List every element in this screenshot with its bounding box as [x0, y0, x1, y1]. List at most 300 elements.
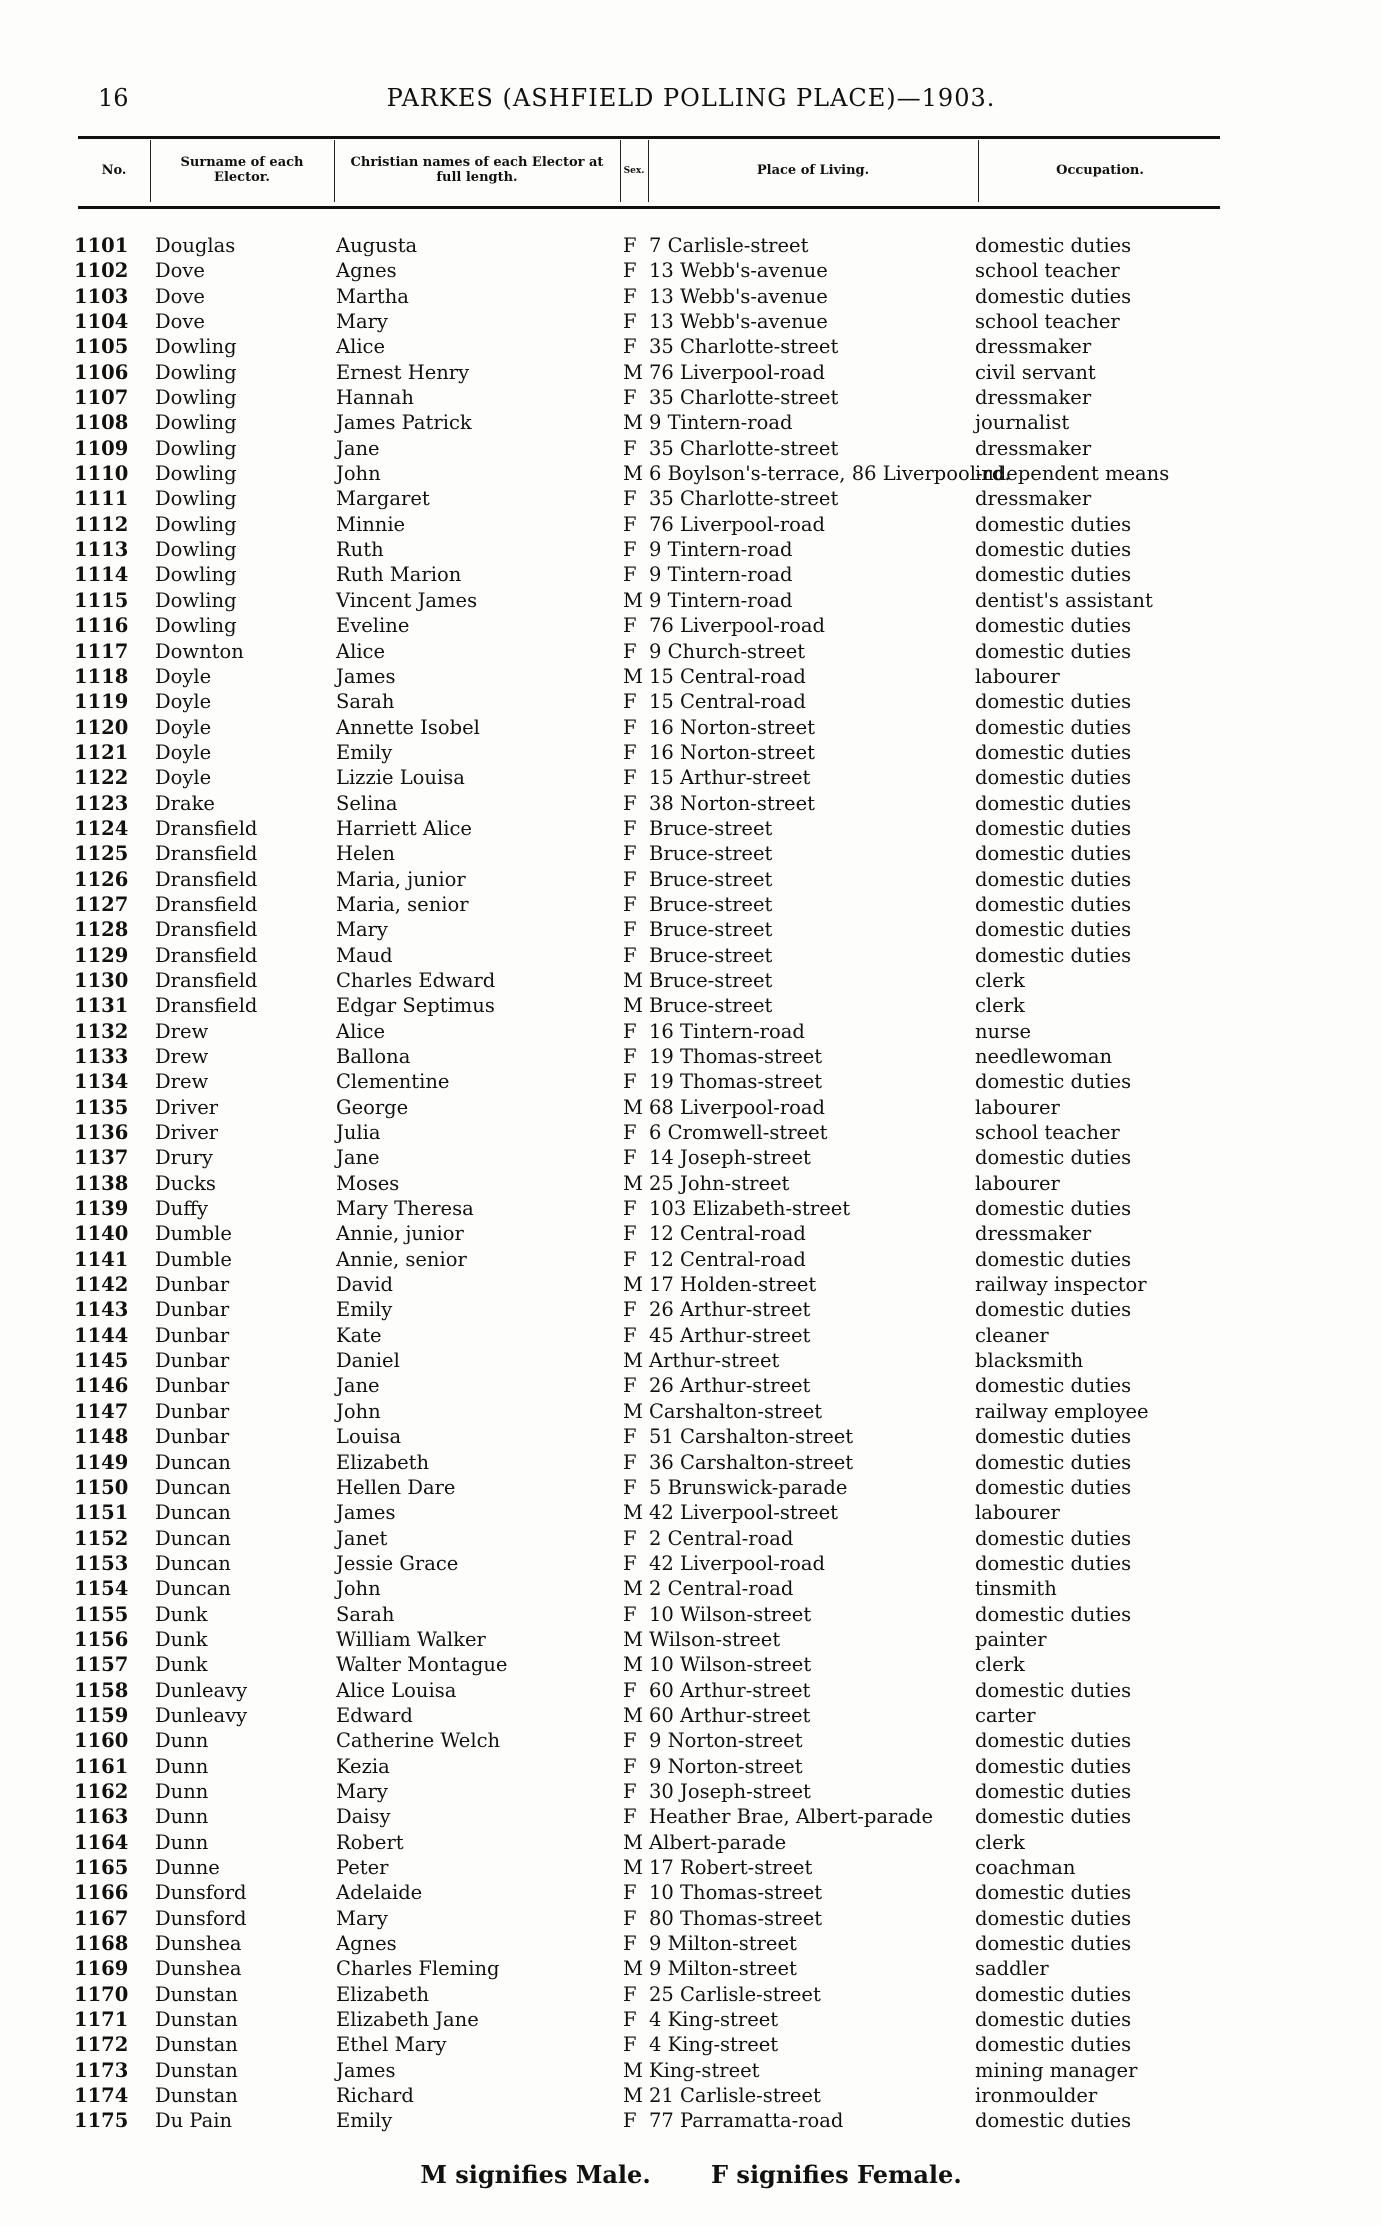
elector-christian-names: Emily	[336, 740, 393, 764]
elector-occupation: domestic duties	[975, 816, 1132, 840]
elector-occupation: domestic duties	[975, 1602, 1132, 1626]
elector-sex: F	[623, 2008, 637, 2032]
elector-number: 1122	[74, 766, 129, 790]
elector-number: 1131	[74, 994, 129, 1018]
column-header-place: Place of Living.	[756, 162, 870, 178]
elector-surname: Dowling	[155, 512, 237, 536]
elector-number: 1130	[74, 968, 129, 992]
elector-place-of-living: 4 King-street	[649, 2033, 779, 2057]
column-header-christian: Christian names of each Elector at full length.	[350, 155, 604, 185]
table-row	[0, 1855, 1382, 1880]
elector-christian-names: Elizabeth	[336, 1450, 430, 1474]
elector-christian-names: Agnes	[336, 259, 397, 283]
elector-christian-names: James	[336, 1501, 396, 1525]
elector-surname: Dunn	[155, 1754, 209, 1778]
elector-surname: Dunshea	[155, 1932, 242, 1956]
elector-christian-names: Catherine Welch	[336, 1729, 501, 1753]
elector-place-of-living: 36 Carshalton-street	[649, 1450, 854, 1474]
elector-place-of-living: 15 Central-road	[649, 690, 806, 714]
page-number: 16	[98, 84, 129, 112]
elector-surname: Duncan	[155, 1450, 231, 1474]
elector-occupation: needlewoman	[975, 1045, 1113, 1068]
elector-sex: M	[623, 462, 643, 486]
table-row	[0, 436, 1382, 461]
table-row	[0, 486, 1382, 511]
elector-sex: F	[623, 1805, 637, 1829]
elector-surname: Dowling	[155, 360, 237, 384]
elector-number: 1144	[74, 1323, 129, 1347]
elector-place-of-living: 25 John-street	[649, 1171, 790, 1195]
elector-sex: F	[623, 1197, 637, 1221]
elector-place-of-living: 103 Elizabeth-street	[649, 1197, 851, 1221]
elector-place-of-living: Arthur-street	[649, 1349, 780, 1373]
table-row	[0, 1450, 1382, 1475]
elector-christian-names: Jane	[336, 436, 380, 460]
elector-surname: Dransfield	[155, 842, 258, 866]
table-row	[0, 1956, 1382, 1981]
elector-number: 1172	[74, 2033, 129, 2057]
table-row	[0, 1880, 1382, 1905]
elector-christian-names: George	[336, 1095, 409, 1119]
table-row	[0, 1399, 1382, 1424]
elector-sex: M	[623, 1577, 643, 1601]
elector-occupation: domestic duties	[975, 1526, 1132, 1550]
elector-surname: Dransfield	[155, 816, 258, 840]
elector-place-of-living: 2 Central-road	[649, 1577, 794, 1601]
elector-number: 1125	[74, 842, 129, 866]
elector-number: 1173	[74, 2058, 129, 2082]
elector-place-of-living: 7 Carlisle-street	[649, 234, 809, 257]
elector-surname: Dowling	[155, 436, 237, 460]
elector-christian-names: John	[336, 1577, 381, 1601]
elector-place-of-living: 6 Cromwell-street	[649, 1121, 828, 1145]
elector-christian-names: Ernest Henry	[336, 360, 470, 384]
elector-occupation: journalist	[975, 411, 1070, 435]
elector-sex: F	[623, 284, 637, 308]
elector-surname: Dransfield	[155, 968, 258, 992]
table-row	[0, 664, 1382, 689]
table-row	[0, 1754, 1382, 1779]
elector-surname: Dunn	[155, 1779, 209, 1803]
elector-occupation: labourer	[975, 1095, 1060, 1119]
legend-male: M signifies Male.	[420, 2160, 651, 2189]
elector-occupation: domestic duties	[975, 1881, 1132, 1905]
elector-surname: Dunstan	[155, 2033, 238, 2057]
elector-occupation: painter	[975, 1627, 1047, 1651]
elector-surname: Drew	[155, 1045, 209, 1068]
elector-place-of-living: Bruce-street	[649, 816, 773, 840]
elector-occupation: school teacher	[975, 259, 1120, 283]
elector-christian-names: Lizzie Louisa	[336, 766, 465, 790]
elector-place-of-living: 9 Church-street	[649, 639, 806, 663]
elector-number: 1170	[74, 1982, 129, 2006]
table-row	[0, 309, 1382, 334]
elector-occupation: domestic duties	[975, 2109, 1132, 2133]
column-header-no: No.	[101, 162, 127, 178]
elector-occupation: railway employee	[975, 1399, 1149, 1423]
elector-surname: Doyle	[155, 664, 212, 688]
elector-number: 1113	[74, 538, 129, 562]
elector-sex: F	[623, 867, 637, 891]
table-row	[0, 360, 1382, 385]
elector-place-of-living: 17 Holden-street	[649, 1273, 817, 1297]
elector-surname: Dowling	[155, 462, 237, 486]
elector-occupation: domestic duties	[975, 892, 1132, 916]
elector-sex: F	[623, 2109, 637, 2133]
elector-sex: F	[623, 234, 637, 257]
elector-place-of-living: 13 Webb's-avenue	[649, 310, 828, 334]
table-row	[0, 512, 1382, 537]
elector-place-of-living: 9 Milton-street	[649, 1957, 797, 1981]
elector-surname: Dowling	[155, 411, 237, 435]
elector-sex: M	[623, 1095, 643, 1119]
elector-christian-names: Ruth Marion	[336, 563, 462, 587]
table-row	[0, 917, 1382, 942]
table-row	[0, 1678, 1382, 1703]
elector-number: 1124	[74, 816, 129, 840]
elector-christian-names: Maria, junior	[336, 867, 466, 891]
elector-occupation: independent means	[975, 462, 1170, 486]
elector-surname: Dove	[155, 310, 205, 334]
elector-surname: Drury	[155, 1146, 213, 1170]
elector-sex: F	[623, 563, 637, 587]
elector-sex: F	[623, 1475, 637, 1499]
column-header-occupation: Occupation.	[1056, 162, 1144, 178]
elector-sex: F	[623, 1450, 637, 1474]
elector-christian-names: Charles Edward	[336, 968, 496, 992]
elector-christian-names: John	[336, 462, 381, 486]
elector-place-of-living: 35 Charlotte-street	[649, 487, 839, 511]
elector-surname: Dunstan	[155, 2008, 238, 2032]
elector-sex: F	[623, 918, 637, 942]
elector-occupation: carter	[975, 1703, 1036, 1727]
elector-surname: Ducks	[155, 1171, 216, 1195]
elector-surname: Dove	[155, 284, 205, 308]
table-row	[0, 410, 1382, 435]
elector-number: 1146	[74, 1374, 129, 1398]
elector-sex: F	[623, 1906, 637, 1930]
elector-place-of-living: 19 Thomas-street	[649, 1070, 823, 1094]
table-row	[0, 1500, 1382, 1525]
elector-occupation: domestic duties	[975, 766, 1132, 790]
elector-occupation: ironmoulder	[975, 2084, 1098, 2108]
table-row	[0, 233, 1382, 258]
table-row	[0, 841, 1382, 866]
elector-place-of-living: 6 Boylson's-terrace, 86 Liverpool-rd.	[649, 462, 1011, 486]
elector-christian-names: Elizabeth Jane	[336, 2008, 479, 2032]
elector-christian-names: Edgar Septimus	[336, 994, 495, 1018]
elector-occupation: clerk	[975, 1653, 1025, 1677]
elector-surname: Dowling	[155, 487, 237, 511]
elector-surname: Dunsford	[155, 1906, 247, 1930]
elector-number: 1157	[74, 1653, 129, 1677]
elector-surname: Dunsford	[155, 1881, 247, 1905]
elector-place-of-living: 15 Arthur-street	[649, 766, 811, 790]
elector-surname: Dransfield	[155, 892, 258, 916]
elector-place-of-living: 42 Liverpool-street	[649, 1501, 838, 1525]
table-row	[0, 765, 1382, 790]
elector-sex: F	[623, 1602, 637, 1626]
elector-number: 1109	[74, 436, 129, 460]
elector-place-of-living: 9 Tintern-road	[649, 411, 793, 435]
elector-number: 1121	[74, 740, 129, 764]
elector-christian-names: Robert	[336, 1830, 404, 1854]
table-row	[0, 2032, 1382, 2057]
table-row	[0, 1196, 1382, 1221]
elector-surname: Duncan	[155, 1577, 231, 1601]
elector-sex: F	[623, 1247, 637, 1271]
table-row	[0, 1931, 1382, 1956]
elector-occupation: domestic duties	[975, 2033, 1132, 2057]
elector-sex: M	[623, 411, 643, 435]
elector-christian-names: Louisa	[336, 1425, 402, 1449]
elector-surname: Dunbar	[155, 1273, 230, 1297]
table-row	[0, 1830, 1382, 1855]
elector-place-of-living: 25 Carlisle-street	[649, 1982, 821, 2006]
elector-occupation: domestic duties	[975, 563, 1132, 587]
elector-place-of-living: 21 Carlisle-street	[649, 2084, 821, 2108]
elector-christian-names: Mary	[336, 1906, 388, 1930]
elector-number: 1110	[74, 462, 129, 486]
elector-number: 1171	[74, 2008, 129, 2032]
elector-surname: Dunbar	[155, 1425, 230, 1449]
table-row	[0, 1652, 1382, 1677]
table-row	[0, 1779, 1382, 1804]
header-rule-bottom	[78, 206, 1220, 209]
elector-sex: F	[623, 639, 637, 663]
elector-number: 1160	[74, 1729, 129, 1753]
elector-surname: Doyle	[155, 740, 212, 764]
elector-sex: F	[623, 614, 637, 638]
table-row	[0, 2083, 1382, 2108]
table-row	[0, 1323, 1382, 1348]
elector-sex: M	[623, 994, 643, 1018]
elector-occupation: domestic duties	[975, 791, 1132, 815]
elector-christian-names: Sarah	[336, 1602, 395, 1626]
elector-sex: M	[623, 1830, 643, 1854]
elector-place-of-living: 77 Parramatta-road	[649, 2109, 844, 2133]
elector-christian-names: Mary	[336, 310, 388, 334]
elector-place-of-living: 9 Tintern-road	[649, 563, 793, 587]
elector-surname: Dove	[155, 259, 205, 283]
elector-place-of-living: 10 Wilson-street	[649, 1653, 812, 1677]
elector-number: 1145	[74, 1349, 129, 1373]
elector-number: 1169	[74, 1957, 129, 1981]
elector-christian-names: Peter	[336, 1856, 389, 1879]
elector-sex: M	[623, 1349, 643, 1373]
elector-place-of-living: 60 Arthur-street	[649, 1678, 811, 1702]
elector-number: 1105	[74, 335, 129, 359]
elector-number: 1165	[74, 1856, 129, 1879]
elector-christian-names: Daniel	[336, 1349, 400, 1373]
elector-number: 1128	[74, 918, 129, 942]
elector-place-of-living: 2 Central-road	[649, 1526, 794, 1550]
elector-sex: F	[623, 1729, 637, 1753]
elector-sex: F	[623, 892, 637, 916]
elector-occupation: dressmaker	[975, 487, 1092, 511]
elector-occupation: domestic duties	[975, 1729, 1132, 1753]
elector-surname: Downton	[155, 639, 244, 663]
elector-sex: F	[623, 816, 637, 840]
elector-place-of-living: 9 Norton-street	[649, 1754, 803, 1778]
elector-number: 1133	[74, 1045, 129, 1068]
elector-number: 1132	[74, 1019, 129, 1043]
elector-number: 1155	[74, 1602, 129, 1626]
elector-number: 1142	[74, 1273, 129, 1297]
elector-place-of-living: Bruce-street	[649, 867, 773, 891]
elector-christian-names: Janet	[336, 1526, 388, 1550]
elector-occupation: domestic duties	[975, 1247, 1132, 1271]
column-divider	[150, 140, 151, 202]
elector-number: 1164	[74, 1830, 129, 1854]
elector-place-of-living: 19 Thomas-street	[649, 1045, 823, 1068]
elector-sex: F	[623, 1881, 637, 1905]
elector-number: 1154	[74, 1577, 129, 1601]
elector-occupation: domestic duties	[975, 740, 1132, 764]
elector-surname: Dunbar	[155, 1349, 230, 1373]
elector-place-of-living: 5 Brunswick-parade	[649, 1475, 848, 1499]
elector-sex: F	[623, 1982, 637, 2006]
elector-occupation: domestic duties	[975, 1374, 1132, 1398]
table-row	[0, 2007, 1382, 2032]
table-row	[0, 1069, 1382, 1094]
elector-christian-names: Agnes	[336, 1932, 397, 1956]
elector-place-of-living: 4 King-street	[649, 2008, 779, 2032]
elector-surname: Dunbar	[155, 1399, 230, 1423]
elector-place-of-living: Bruce-street	[649, 892, 773, 916]
column-divider	[620, 140, 621, 202]
elector-christian-names: Ethel Mary	[336, 2033, 447, 2057]
elector-number: 1163	[74, 1805, 129, 1829]
elector-occupation: dressmaker	[975, 335, 1092, 359]
elector-number: 1168	[74, 1932, 129, 1956]
elector-surname: Drew	[155, 1070, 209, 1094]
elector-surname: Duncan	[155, 1526, 231, 1550]
elector-number: 1175	[74, 2109, 129, 2133]
elector-occupation: saddler	[975, 1957, 1049, 1981]
table-row	[0, 284, 1382, 309]
elector-place-of-living: 68 Liverpool-road	[649, 1095, 826, 1119]
table-row	[0, 1095, 1382, 1120]
elector-christian-names: Vincent James	[336, 588, 478, 612]
elector-place-of-living: 10 Thomas-street	[649, 1881, 823, 1905]
elector-sex: M	[623, 664, 643, 688]
elector-occupation: domestic duties	[975, 512, 1132, 536]
elector-christian-names: Clementine	[336, 1070, 450, 1094]
elector-occupation: domestic duties	[975, 1551, 1132, 1575]
elector-number: 1151	[74, 1501, 129, 1525]
elector-occupation: domestic duties	[975, 1197, 1132, 1221]
table-row	[0, 1272, 1382, 1297]
table-row	[0, 1627, 1382, 1652]
elector-number: 1126	[74, 867, 129, 891]
elector-sex: M	[623, 2084, 643, 2108]
elector-place-of-living: Bruce-street	[649, 842, 773, 866]
elector-number: 1143	[74, 1298, 129, 1322]
elector-surname: Drake	[155, 791, 215, 815]
elector-place-of-living: 14 Joseph-street	[649, 1146, 811, 1170]
elector-number: 1101	[74, 234, 129, 257]
elector-sex: M	[623, 2058, 643, 2082]
elector-occupation: domestic duties	[975, 1450, 1132, 1474]
elector-christian-names: Margaret	[336, 487, 430, 511]
elector-surname: Dunn	[155, 1830, 209, 1854]
elector-place-of-living: Heather Brae, Albert-parade	[649, 1805, 934, 1829]
elector-sex: F	[623, 1551, 637, 1575]
elector-christian-names: Daisy	[336, 1805, 391, 1829]
table-row	[0, 968, 1382, 993]
elector-occupation: cleaner	[975, 1323, 1049, 1347]
elector-christian-names: Edward	[336, 1703, 413, 1727]
elector-sex: M	[623, 968, 643, 992]
elector-number: 1118	[74, 664, 129, 688]
elector-christian-names: Julia	[336, 1121, 381, 1145]
elector-place-of-living: 9 Tintern-road	[649, 538, 793, 562]
elector-number: 1136	[74, 1121, 129, 1145]
elector-place-of-living: 51 Carshalton-street	[649, 1425, 854, 1449]
elector-christian-names: Sarah	[336, 690, 395, 714]
elector-place-of-living: 12 Central-road	[649, 1222, 806, 1246]
table-row	[0, 867, 1382, 892]
table-row	[0, 1551, 1382, 1576]
elector-occupation: domestic duties	[975, 284, 1132, 308]
elector-christian-names: Annie, junior	[336, 1222, 464, 1246]
elector-place-of-living: 16 Norton-street	[649, 715, 815, 739]
elector-occupation: school teacher	[975, 1121, 1120, 1145]
elector-surname: Dunbar	[155, 1374, 230, 1398]
table-row	[0, 1906, 1382, 1931]
elector-number: 1138	[74, 1171, 129, 1195]
elector-place-of-living: 42 Liverpool-road	[649, 1551, 826, 1575]
elector-sex: F	[623, 1070, 637, 1094]
elector-christian-names: Maria, senior	[336, 892, 469, 916]
table-row	[0, 588, 1382, 613]
elector-number: 1158	[74, 1678, 129, 1702]
elector-surname: Drew	[155, 1019, 209, 1043]
elector-sex: F	[623, 1019, 637, 1043]
elector-christian-names: Mary	[336, 918, 388, 942]
table-row	[0, 1120, 1382, 1145]
elector-place-of-living: Bruce-street	[649, 943, 773, 967]
elector-occupation: domestic duties	[975, 715, 1132, 739]
elector-surname: Dransfield	[155, 994, 258, 1018]
elector-number: 1156	[74, 1627, 129, 1651]
elector-sex: F	[623, 1222, 637, 1246]
elector-christian-names: William Walker	[336, 1627, 486, 1651]
elector-sex: F	[623, 740, 637, 764]
table-row	[0, 816, 1382, 841]
table-row	[0, 1728, 1382, 1753]
elector-occupation: civil servant	[975, 360, 1096, 384]
elector-number: 1141	[74, 1247, 129, 1271]
elector-surname: Duncan	[155, 1475, 231, 1499]
elector-surname: Dunn	[155, 1729, 209, 1753]
elector-number: 1119	[74, 690, 129, 714]
elector-christian-names: Walter Montague	[336, 1653, 508, 1677]
elector-sex: M	[623, 1653, 643, 1677]
elector-surname: Dunstan	[155, 1982, 238, 2006]
elector-occupation: coachman	[975, 1856, 1076, 1879]
table-row	[0, 461, 1382, 486]
elector-sex: F	[623, 2033, 637, 2057]
table-row	[0, 1424, 1382, 1449]
elector-sex: F	[623, 1779, 637, 1803]
table-row	[0, 1044, 1382, 1069]
elector-sex: F	[623, 791, 637, 815]
elector-sex: M	[623, 360, 643, 384]
elector-sex: M	[623, 1501, 643, 1525]
table-row	[0, 1982, 1382, 2007]
